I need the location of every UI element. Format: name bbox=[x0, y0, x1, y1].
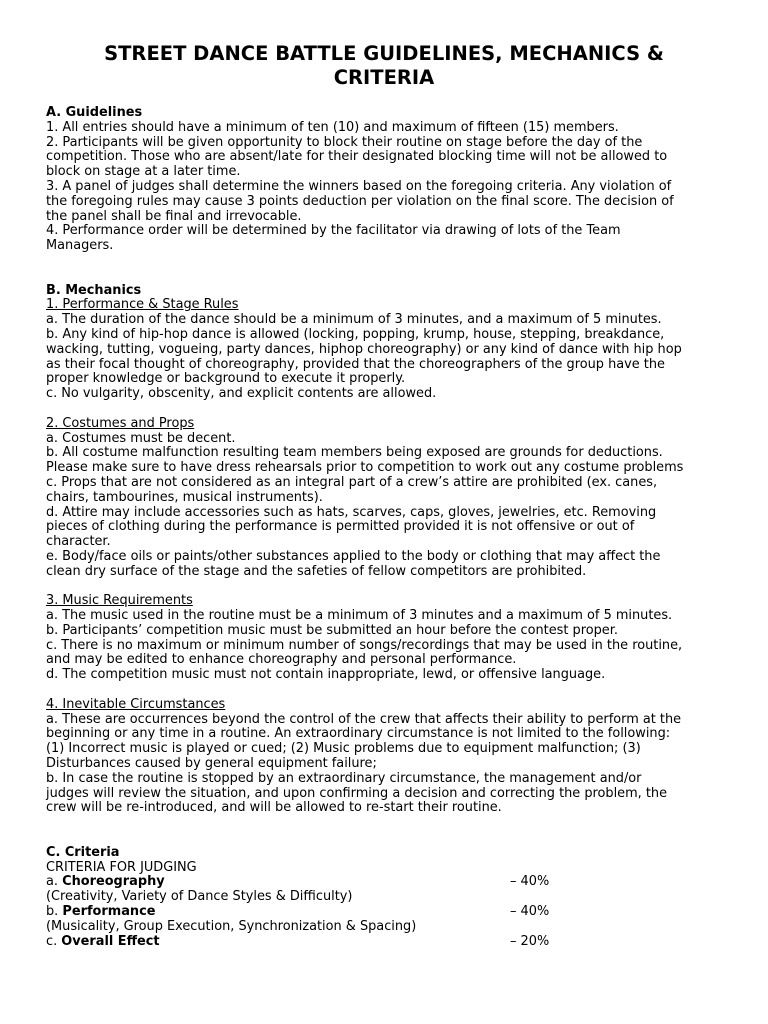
circumstances-subheading: 4. Inevitable Circumstances bbox=[46, 696, 226, 712]
guidelines-line: block on stage at a later time. bbox=[46, 164, 241, 180]
performance-line: c. No vulgarity, obscenity, and explicit contents are allowed. bbox=[46, 386, 437, 402]
criteria-item-overall-effect bbox=[46, 935, 726, 950]
spacer bbox=[46, 254, 726, 284]
guidelines-line: 3. A panel of judges shall determine the winners based on the foregoing criteria. Any violation of bbox=[46, 178, 672, 194]
criteria-percent: – 20% bbox=[510, 933, 550, 949]
criteria-subtitle: CRITERIA FOR JUDGING bbox=[46, 859, 197, 875]
criteria-heading: C. Criteria bbox=[46, 844, 120, 860]
spacer bbox=[46, 683, 726, 698]
spacer bbox=[46, 402, 726, 417]
criteria-item-performance bbox=[46, 905, 726, 920]
criteria-percent: – 40% bbox=[510, 874, 550, 890]
music-line: a. The music used in the routine must be a minimum of 3 minutes and a maximum of 5 minutes. bbox=[46, 608, 673, 624]
guidelines-line: the foregoing rules may cause 3 points deduction per violation on the final score. The decision of bbox=[46, 193, 674, 209]
circumstances-line: b. In case the routine is stopped by an extraordinary circumstance, the management and/or bbox=[46, 770, 642, 786]
guidelines-section bbox=[46, 106, 726, 254]
costumes-line: b. All costume malfunction resulting team members being exposed are grounds for deductions. bbox=[46, 445, 663, 461]
guidelines-line: 2. Participants will be given opportunity to block their routine on stage before the day of the bbox=[46, 134, 643, 150]
spacer bbox=[46, 816, 726, 846]
performance-subheading: 1. Performance & Stage Rules bbox=[46, 297, 239, 313]
guidelines-line: competition. Those who are absent/late for their designated blocking time will not be allowed to bbox=[46, 149, 668, 165]
music-subheading: 3. Music Requirements bbox=[46, 593, 193, 609]
performance-line: wacking, tutting, vogueing, party dances, hiphop choreography) or any kind of dance with hip hop bbox=[46, 341, 682, 357]
guidelines-line: 4. Performance order will be determined by the facilitator via drawing of lots of the Team bbox=[46, 223, 621, 239]
costumes-line: c. Props that are not considered as an integral part of a crew’s attire are prohibited (ex. canes, bbox=[46, 474, 658, 490]
costumes-subheading: 2. Costumes and Props bbox=[46, 415, 195, 431]
document-title bbox=[40, 42, 728, 90]
criteria-name: Performance bbox=[62, 904, 156, 920]
circumstances-line: beginning or any time in a routine. An extraordinary circumstance is not limited to the following: bbox=[46, 726, 671, 742]
criteria-section bbox=[46, 846, 726, 950]
guidelines-line: 1. All entries should have a minimum of ten (10) and maximum of fifteen (15) members. bbox=[46, 119, 619, 135]
criteria-name: Choreography bbox=[62, 874, 165, 890]
circumstances-line: Disturbances caused by general equipment failure; bbox=[46, 756, 377, 772]
performance-line: a. The duration of the dance should be a minimum of 3 minutes, and a maximum of 5 minutes. bbox=[46, 312, 662, 328]
title-line-2: CRITERIA bbox=[333, 66, 435, 89]
music-line: c. There is no maximum or minimum number of songs/recordings that may be used in the routine, bbox=[46, 637, 683, 653]
spacer bbox=[46, 580, 726, 595]
music-line: and may be edited to enhance choreography and personal performance. bbox=[46, 652, 517, 668]
guidelines-heading: A. Guidelines bbox=[46, 105, 143, 120]
circumstances-line: crew will be re-introduced, and will be allowed to re-start their routine. bbox=[46, 800, 502, 816]
costumes-line: a. Costumes must be decent. bbox=[46, 430, 236, 446]
performance-line: b. Any kind of hip-hop dance is allowed (locking, popping, krump, house, stepping, breakdance, bbox=[46, 326, 665, 342]
criteria-detail: (Creativity, Variety of Dance Styles & Difficulty) bbox=[46, 889, 353, 905]
criteria-detail: (Musicality, Group Execution, Synchronization & Spacing) bbox=[46, 918, 417, 934]
costumes-line: Please make sure to have dress rehearsals prior to competition to work out any costume problems bbox=[46, 460, 684, 476]
title-line-1: STREET DANCE BATTLE GUIDELINES, MECHANICS & bbox=[104, 42, 664, 65]
criteria-item-choreography bbox=[46, 875, 726, 890]
criteria-prefix: a. bbox=[46, 874, 63, 890]
costumes-line: chairs, tambourines, musical instruments). bbox=[46, 489, 323, 505]
performance-line: proper knowledge or background to execute it properly. bbox=[46, 371, 406, 387]
costumes-line: character. bbox=[46, 534, 111, 550]
circumstances-line: judges will review the situation, and upon confirming a decision and correcting the problem, the bbox=[46, 785, 668, 801]
music-line: d. The competition music must not contain inappropriate, lewd, or offensive language. bbox=[46, 667, 606, 683]
criteria-prefix: c. bbox=[46, 933, 62, 949]
guidelines-line: the panel shall be final and irrevocable. bbox=[46, 208, 302, 224]
music-line: b. Participants’ competition music must be submitted an hour before the contest proper. bbox=[46, 622, 618, 638]
guidelines-line: Managers. bbox=[46, 238, 114, 254]
mechanics-section bbox=[46, 284, 726, 817]
criteria-name: Overall Effect bbox=[61, 933, 160, 949]
circumstances-line: (1) Incorrect music is played or cued; (2) Music problems due to equipment malfunction; (3) bbox=[46, 741, 641, 757]
costumes-line: d. Attire may include accessories such as hats, scarves, caps, gloves, jewelries, etc. Removing bbox=[46, 504, 657, 520]
criteria-prefix: b. bbox=[46, 904, 63, 920]
costumes-line: e. Body/face oils or paints/other substances applied to the body or clothing that may affect the bbox=[46, 548, 661, 564]
criteria-percent: – 40% bbox=[510, 904, 550, 920]
performance-line: as their focal thought of choreography, provided that the choreographers of the group have the bbox=[46, 356, 665, 372]
circumstances-line: a. These are occurrences beyond the control of the crew that affects their ability to perform at the bbox=[46, 711, 682, 727]
costumes-line: pieces of clothing during the performance is permitted provided it is not offensive or out of bbox=[46, 519, 635, 535]
mechanics-heading: B. Mechanics bbox=[46, 282, 142, 298]
costumes-line: clean dry surface of the stage and the safeties of fellow competitors are prohibited. bbox=[46, 563, 587, 579]
document-body bbox=[46, 106, 726, 949]
